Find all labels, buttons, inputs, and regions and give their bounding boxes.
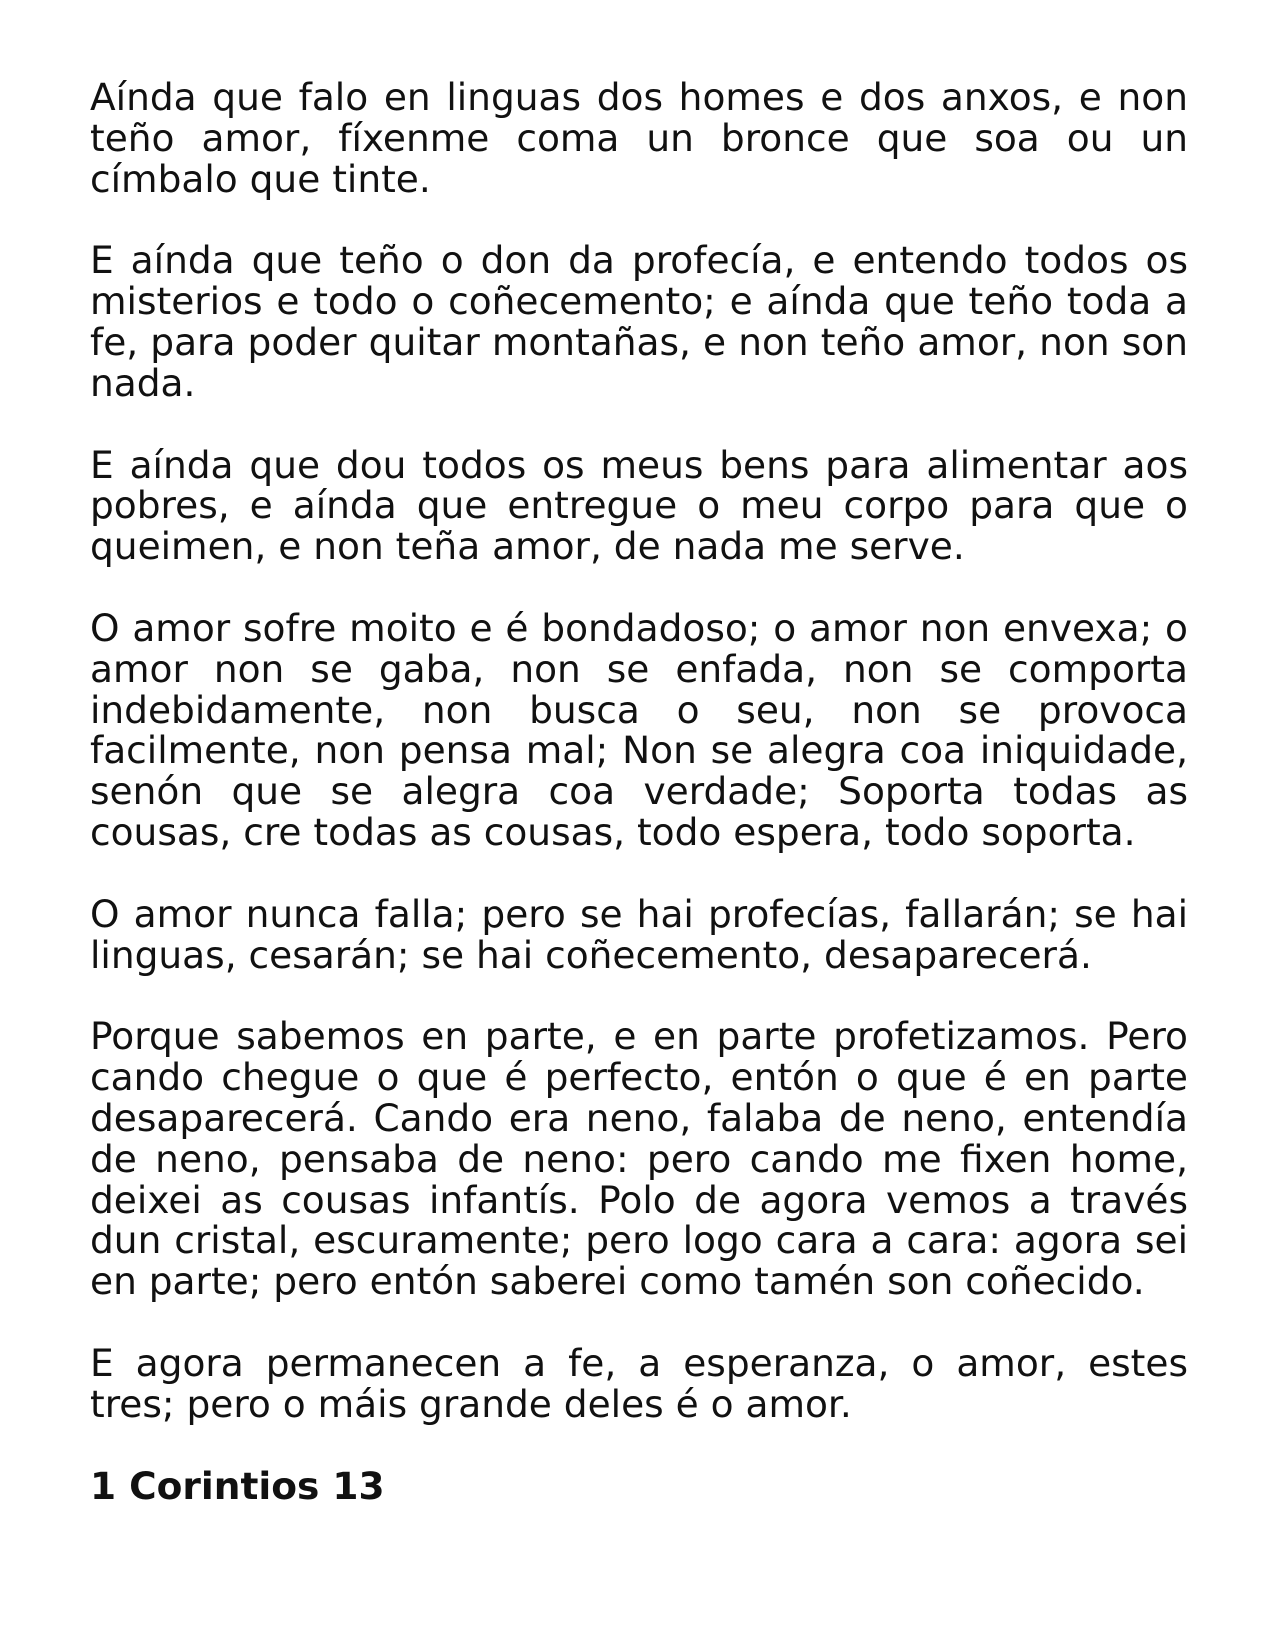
paragraph-6: Porque sabemos en parte, e en parte profetizamos. Pero cando chegue o que é perfecto, entón o que é en parte desaparecerá. Cando era neno, falaba de neno, entendía de neno, pensaba de neno: pero cando me fixen home, deixei as cousas infantís. Polo de agora vemos a través dun cristal, escuramente; pero logo cara a cara: agora sei en parte; pero entón saberei como tamén son coñecido.	[90, 1014, 1188, 1304]
paragraph-3: E aínda que dou todos os meus bens para alimentar aos pobres, e aínda que entregue o meu corpo para que o queimen, e non teña amor, de nada me serve.	[90, 442, 1188, 569]
paragraph-5: O amor nunca falla; pero se hai profecías, fallarán; se hai linguas, cesarán; se hai coñecemento, desaparecerá.	[90, 891, 1188, 977]
paragraph-2: E aínda que teño o don da profecía, e entendo todos os misterios e todo o coñecemento; e aínda que teño toda a fe, para poder quitar montañas, e non teño amor, non son nada.	[90, 238, 1188, 405]
paragraph-4: O amor sofre moito e é bondadoso; o amor non envexa; o amor non se gaba, non se enfada, non se comporta indebidamente, non busca o seu, non se provoca facilmente, non pensa mal; Non se alegra coa iniquidade, senón que se alegra coa verdade; Soporta todas as cousas, cre todas as cousas, todo espera, todo soporta.	[90, 605, 1188, 854]
paragraph-1: Aínda que falo en linguas dos homes e dos anxos, e non teño amor, fíxenme coma un bronce que soa ou un címbalo que tinte.	[90, 75, 1188, 201]
scripture-reference: 1 Corintios 13	[90, 1463, 385, 1508]
document-page	[90, 77, 1188, 1507]
paragraph-7: E agora permanecen a fe, a esperanza, o amor, estes tres; pero o máis grande deles é o amor.	[90, 1340, 1188, 1426]
